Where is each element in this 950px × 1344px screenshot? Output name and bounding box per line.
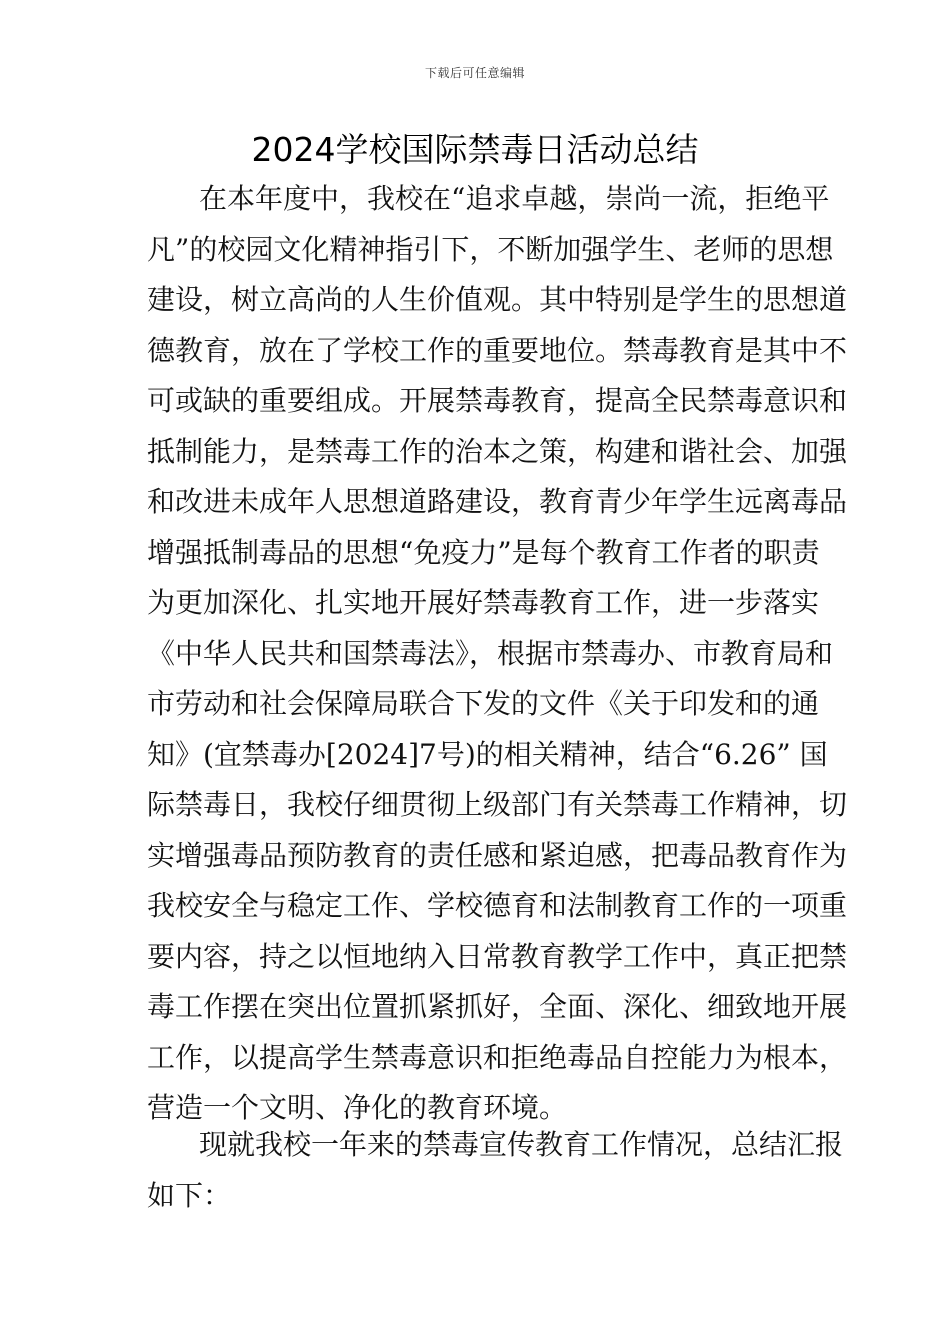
paragraph-1-line: 工作，以提高学生禁毒意识和拒绝毒品自控能力为根本， (147, 1040, 848, 1074)
paragraph-1-line: 德教育，放在了学校工作的重要地位。禁毒教育是其中不 (147, 333, 848, 367)
paragraph-2 (147, 1120, 844, 1221)
paragraph-1-line: 在本年度中，我校在“追求卓越，崇尚一流，拒绝平 (199, 182, 830, 215)
paragraph-1-line: 凡”的校园文化精神指引下，不断加强学生、老师的思想 (147, 232, 834, 266)
paragraph-1-line: 可或缺的重要组成。开展禁毒教育，提高全民禁毒意识和 (147, 384, 848, 417)
paragraph-1-line: 毒工作摆在突出位置抓紧抓好，全面、深化、细致地开展 (147, 990, 848, 1023)
paragraph-1-line: 建设，树立高尚的人生价值观。其中特别是学生的思想道 (147, 283, 848, 316)
paragraph-2-line: 现就我校一年来的禁毒宣传教育工作情况，总结汇报 (199, 1128, 844, 1161)
paragraph-1-line: 《中华人民共和国禁毒法》，根据市禁毒办、市教育局和 (147, 636, 834, 670)
document-title: 2024学校国际禁毒日活动总结 (251, 130, 699, 169)
paragraph-2-line: 如下： (147, 1178, 232, 1212)
paragraph-1-line: 市劳动和社会保障局联合下发的文件《关于印发和的通 (147, 687, 820, 720)
paragraph-1-line: 为更加深化、扎实地开展好禁毒教育工作，进一步落实 (147, 586, 820, 619)
paragraph-1-line: 实增强毒品预防教育的责任感和紧迫感，把毒品教育作为 (147, 838, 848, 872)
paragraph-1-line: 我校安全与稳定工作、学校德育和法制教育工作的一项重 (147, 889, 848, 922)
paragraph-1 (147, 174, 848, 1134)
paragraph-1-line: 知》(宜禁毒办[2024]7号)的相关精神，结合“6.26” 国 (147, 737, 828, 771)
paragraph-1-line: 营造一个文明、净化的教育环境。 (147, 1091, 568, 1124)
paragraph-1-line: 和改进未成年人思想道路建设，教育青少年学生远离毒品 (147, 485, 848, 518)
paragraph-1-line: 抵制能力，是禁毒工作的治本之策，构建和谐社会、加强 (147, 434, 848, 468)
page-header-note: 下载后可任意编辑 (424, 66, 525, 80)
paragraph-1-line: 际禁毒日，我校仔细贯彻上级部门有关禁毒工作精神，切 (147, 788, 848, 821)
paragraph-1-line: 要内容，持之以恒地纳入日常教育教学工作中，真正把禁 (147, 939, 848, 973)
paragraph-1-line: 增强抵制毒品的思想“免疫力”是每个教育工作者的职责 (147, 535, 820, 569)
